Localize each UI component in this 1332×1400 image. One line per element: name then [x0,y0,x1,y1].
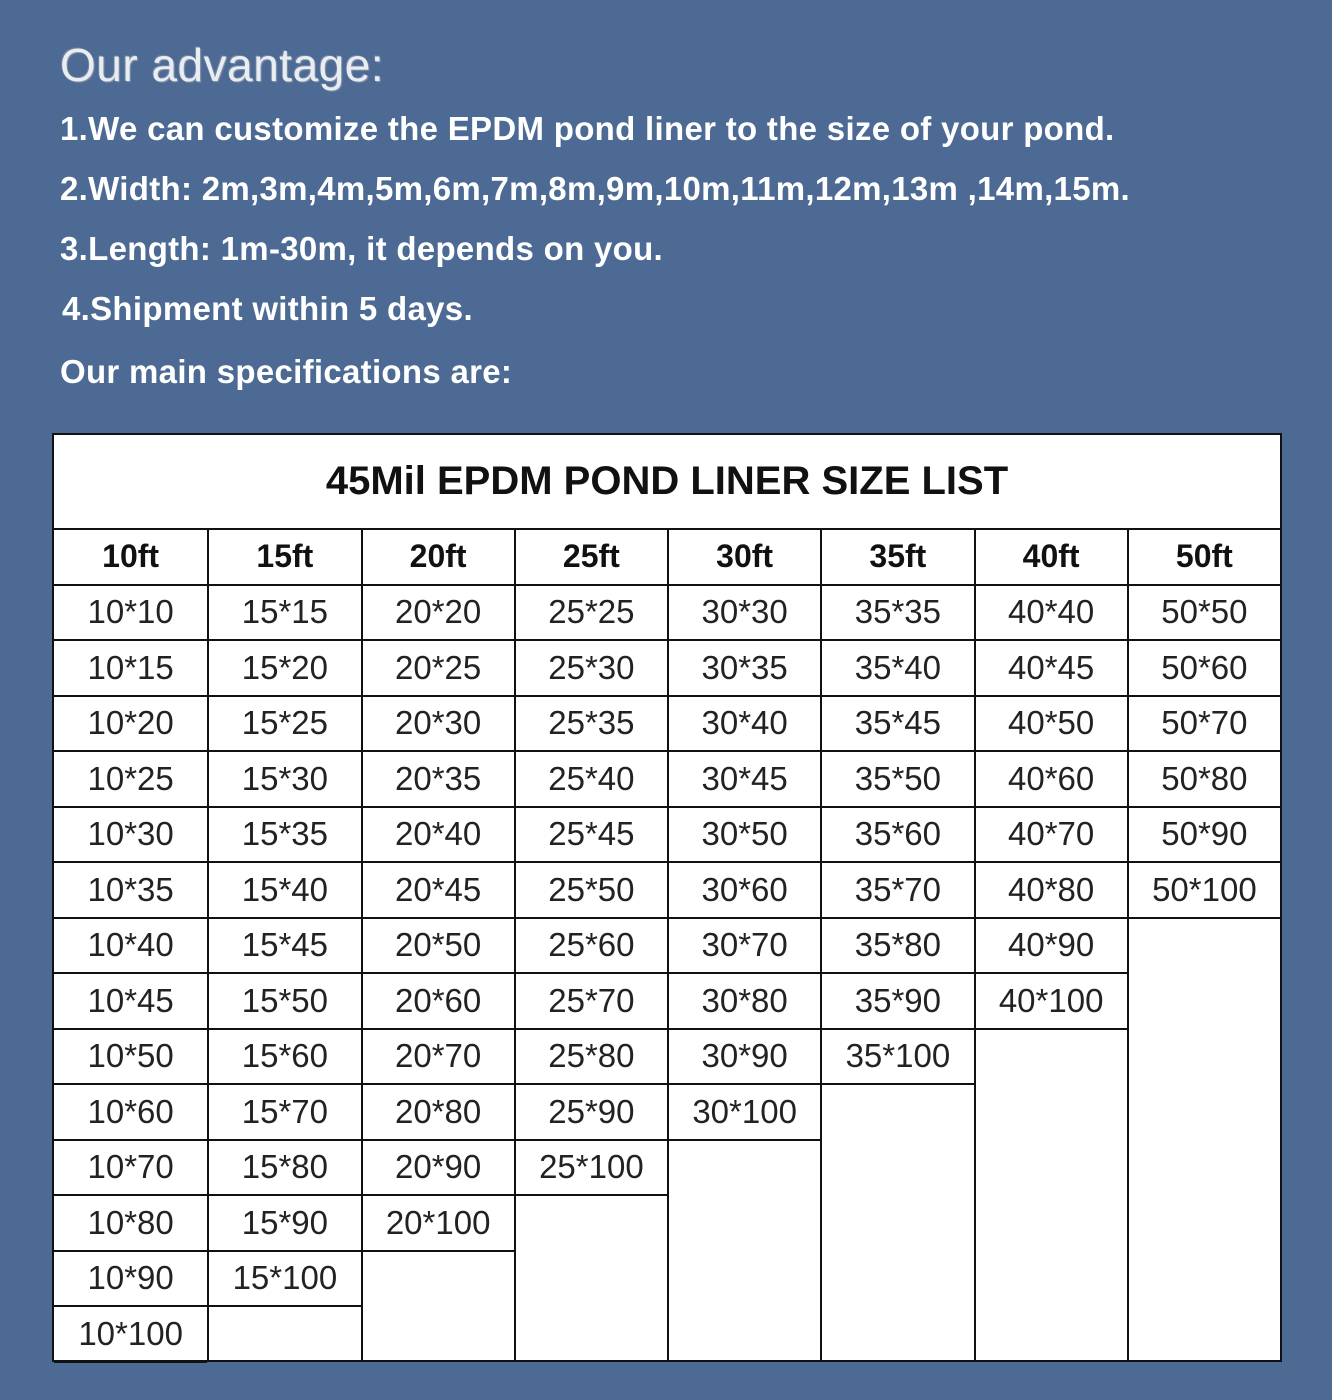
advantage-point-2: 2.Width: 2m,3m,4m,5m,6m,7m,8m,9m,10m,11m,12m,13m ,14m,15m. [60,170,1130,207]
table-title: 45Mil EPDM POND LINER SIZE LIST [54,435,1280,530]
table-cell: 10*25 [54,752,207,808]
table-cell: 15*35 [209,808,360,864]
specifications-intro: Our main specifications are: [60,353,513,390]
table-cell: 40*90 [976,919,1127,975]
table-cell: 35*35 [822,586,973,642]
table-cell: 30*50 [669,808,820,864]
table-cell: 20*90 [363,1141,514,1197]
table-cell: 10*40 [54,919,207,975]
table-cell: 30*80 [669,974,820,1030]
table-cell: 40*50 [976,697,1127,753]
table-cell: 15*45 [209,919,360,975]
table-cell: 10*100 [54,1307,207,1363]
page-heading: Our advantage: [60,39,385,91]
table-cell: 10*60 [54,1085,207,1141]
table-cell: 15*40 [209,863,360,919]
table-column-50ft [1127,530,1280,1362]
table-cell: 50*90 [1129,808,1280,864]
table-cell: 10*90 [54,1252,207,1308]
table-cell: 30*35 [669,641,820,697]
table-cell: 40*40 [976,586,1127,642]
table-cell: 40*45 [976,641,1127,697]
table-cell: 20*100 [363,1196,514,1252]
table-cell: 25*35 [516,697,667,753]
column-header: 15ft [209,530,360,586]
table-cell: 10*15 [54,641,207,697]
table-cell: 35*80 [822,919,973,975]
column-header: 30ft [669,530,820,586]
table-cell: 30*70 [669,919,820,975]
table-cell: 15*20 [209,641,360,697]
advantage-point-3: 3.Length: 1m-30m, it depends on you. [60,230,664,267]
table-cell: 20*40 [363,808,514,864]
size-list-table [52,433,1282,1362]
table-cell: 10*80 [54,1196,207,1252]
table-cell: 20*20 [363,586,514,642]
table-cell: 50*70 [1129,697,1280,753]
table-cell: 25*80 [516,1030,667,1086]
table-cell: 35*70 [822,863,973,919]
table-cell: 30*45 [669,752,820,808]
table-cell: 35*60 [822,808,973,864]
table-cell: 10*70 [54,1141,207,1197]
table-cell: 25*30 [516,641,667,697]
table-column-15ft [207,530,360,1362]
table-column-20ft [361,530,514,1362]
table-cell: 35*100 [822,1030,973,1086]
table-cell: 25*50 [516,863,667,919]
column-header: 50ft [1129,530,1280,586]
table-cell: 10*45 [54,974,207,1030]
table-cell: 35*40 [822,641,973,697]
table-cell: 35*90 [822,974,973,1030]
table-cell: 20*60 [363,974,514,1030]
table-cell: 50*100 [1129,863,1280,919]
table-cell: 10*10 [54,586,207,642]
table-cell: 30*30 [669,586,820,642]
table-cell: 15*15 [209,586,360,642]
table-cell: 15*70 [209,1085,360,1141]
table-cell: 10*20 [54,697,207,753]
table-cell: 10*30 [54,808,207,864]
table-cell: 35*50 [822,752,973,808]
table-cell: 15*30 [209,752,360,808]
table-cell: 25*100 [516,1141,667,1197]
table-cell: 40*80 [976,863,1127,919]
table-column-10ft [54,530,207,1362]
table-cell: 25*25 [516,586,667,642]
table-cell: 50*50 [1129,586,1280,642]
table-cell: 30*90 [669,1030,820,1086]
table-column-25ft [514,530,667,1362]
table-cell: 10*35 [54,863,207,919]
column-header: 10ft [54,530,207,586]
advantage-point-4: 4.Shipment within 5 days. [62,290,473,327]
table-cell: 50*80 [1129,752,1280,808]
table-cell: 25*45 [516,808,667,864]
table-cell: 35*45 [822,697,973,753]
table-cell: 15*60 [209,1030,360,1086]
column-header: 35ft [822,530,973,586]
table-cell: 40*70 [976,808,1127,864]
table-cell: 40*100 [976,974,1127,1030]
table-cell: 50*60 [1129,641,1280,697]
table-cell: 20*80 [363,1085,514,1141]
table-cell: 15*80 [209,1141,360,1197]
table-cell: 20*35 [363,752,514,808]
table-cell: 10*50 [54,1030,207,1086]
table-column-30ft [667,530,820,1362]
table-cell: 20*30 [363,697,514,753]
table-cell: 15*100 [209,1252,360,1308]
table-cell: 20*25 [363,641,514,697]
table-cell: 30*40 [669,697,820,753]
table-column-35ft [820,530,973,1362]
advantage-point-1: 1.We can customize the EPDM pond liner to the size of your pond. [60,110,1115,147]
table-cell: 15*50 [209,974,360,1030]
column-header: 40ft [976,530,1127,586]
table-cell: 20*45 [363,863,514,919]
table-cell: 30*60 [669,863,820,919]
table-cell: 25*40 [516,752,667,808]
table-cell: 15*25 [209,697,360,753]
table-cell: 25*60 [516,919,667,975]
column-header: 25ft [516,530,667,586]
table-cell: 20*50 [363,919,514,975]
table-cell: 40*60 [976,752,1127,808]
column-header: 20ft [363,530,514,586]
table-column-40ft [974,530,1127,1362]
table-cell: 20*70 [363,1030,514,1086]
table-cell: 25*70 [516,974,667,1030]
table-cell: 25*90 [516,1085,667,1141]
table-cell: 15*90 [209,1196,360,1252]
table-cell: 30*100 [669,1085,820,1141]
